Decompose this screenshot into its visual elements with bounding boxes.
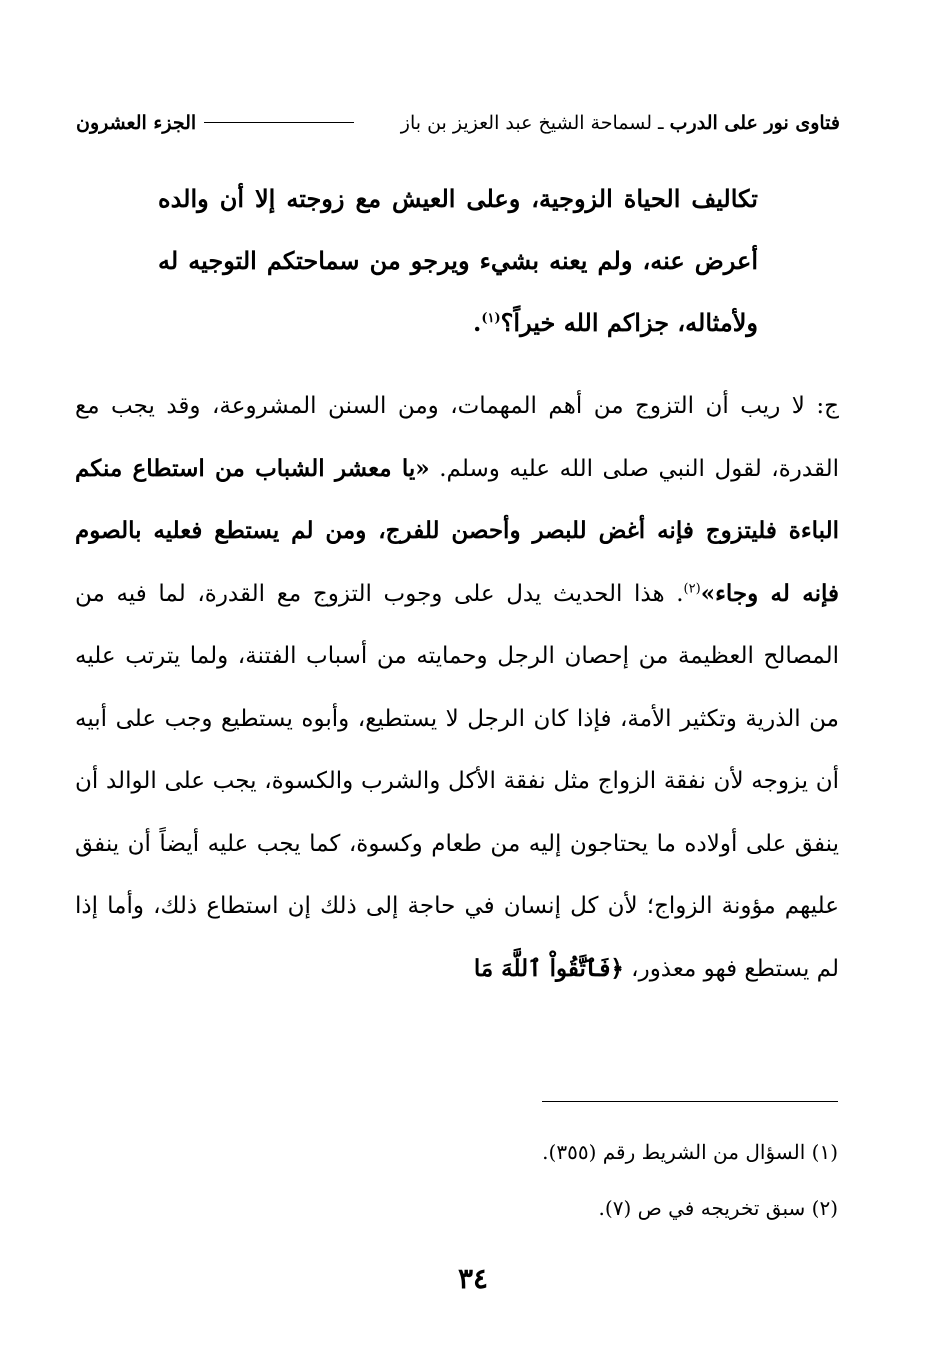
question-text: تكاليف الحياة الزوجية، وعلى العيش مع زوجته إلا أن والده أعرض عنه، ولم يعنه بشيء ويرجو من سماحتكم التوجيه له ولأمثاله، جزاكم الله خيراً؟ <box>158 184 758 337</box>
footnote-separator <box>542 1101 838 1102</box>
running-header <box>76 106 840 140</box>
author-name: ـ لسماحة الشيخ عبد العزيز بن باز <box>400 112 664 134</box>
footnote-ref-2: (٢) <box>683 580 701 596</box>
page-number: ٣٤ <box>457 1262 489 1295</box>
answer-intro: ج: لا ريب أن التزوج من أهم المهمات، ومن السنن المشروعة، وقد يجب مع القدرة، لقول النبي صلى الله عليه وسلم. <box>75 393 839 482</box>
footnote-ref-1: (١) <box>481 311 501 326</box>
footnote-1: (١) السؤال من الشريط رقم (٣٥٥). <box>542 1140 838 1164</box>
question-paragraph <box>158 168 758 354</box>
footnotes <box>74 1132 838 1244</box>
footnote-2: (٢) سبق تخريجه في ص (٧). <box>598 1196 838 1220</box>
answer-body: . هذا الحديث يدل على وجوب التزوج مع القدرة، لما فيه من المصالح العظيمة من إحصان الرجل وحمايته من أسباب الفتنة، ولما يترتب عليه من الذرية وتكثير الأمة، فإذا كان الرجل لا يستطيع، وأبوه يستطيع وجب على أبيه أن يزوجه لأن نفقة الزواج مثل نفقة الأكل والشرب والكسوة، يجب على الوالد أن ينفق على أولاده ما يحتاجون إليه من طعام وكسوة، كما يجب عليه أيضاً أن ينفق عليهم مؤونة الزواج؛ لأن كل إنسان في حاجة إلى ذلك إن استطاع ذلك، وأما إذا لم يستطع فهو معذور، <box>75 580 839 982</box>
book-title: فتاوى نور على الدرب <box>669 112 840 134</box>
quran-quote: ﴿فَٱتَّقُواْ ٱللَّهَ مَا <box>473 954 624 982</box>
answer-paragraph <box>75 375 839 1000</box>
volume-label: الجزء العشرون <box>76 112 197 134</box>
header-rule <box>204 122 354 123</box>
header-title <box>401 106 840 140</box>
hadith-quote: «يا معشر الشباب من استطاع منكم الباءة فليتزوج فإنه أغض للبصر وأحصن للفرج، ومن لم يستطع فعليه بالصوم فإنه له وجاء» <box>75 454 839 607</box>
question-end: . <box>473 308 482 337</box>
